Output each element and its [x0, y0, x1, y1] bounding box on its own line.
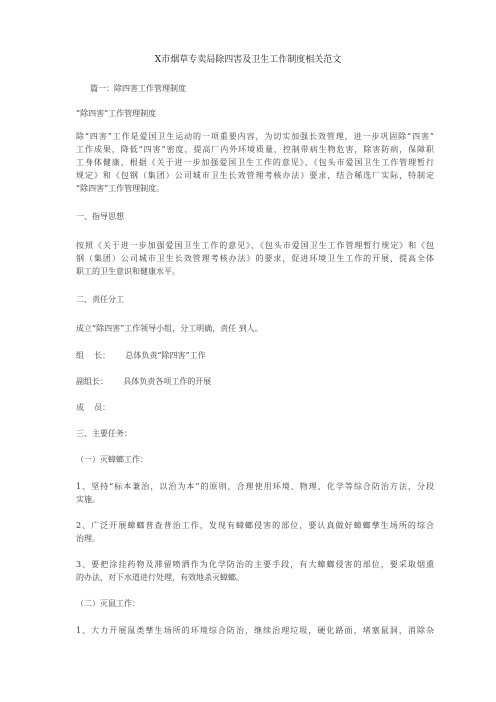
- task-1-heading: （一）灭蟑螂工作：: [76, 455, 148, 464]
- guiding-line: 钢（集团）公司城市卫生长效管理考核办法》的要求，促进环境卫生工作的开展，提高全体: [76, 254, 434, 263]
- task-1-item-1-line: 1、坚持“标本兼治，以治为本”的原则，合理使用环境、物理、化学等综合防治方法，分段: [76, 482, 434, 491]
- leader-line: 组 长： 总体负责“除四害”工作: [76, 351, 206, 360]
- task-1-item-3-line: 的办法，对下水道进行处理，有效地杀灭蟑螂。: [76, 573, 244, 582]
- intro-line: “除四害”工作管理制度。: [76, 184, 165, 193]
- intro-line: 工身体健康，根据《关于进一步加强爱国卫生工作的意见》、《包头市爱国卫生工作管理暂行: [76, 158, 434, 167]
- task-1-item-3-line: 3、要把涂挂药物及滞留喷洒作为化学防治的主要手段，有大蟑螂侵害的部位，要采取烟熏: [76, 560, 434, 569]
- responsibility-text: 成立“除四害”工作领导小组，分工明确，责任 到人。: [76, 324, 263, 333]
- intro-line: 除“四害”工作是爱国卫生运动的一项重要内容，为切实加强长效管理，进一步巩固除“四害”: [76, 132, 434, 141]
- guiding-line: 职工的卫生意识和健康水平。: [76, 267, 180, 276]
- members-line: 成 员：: [76, 403, 111, 412]
- subheading: “除四害”工作管理制度: [76, 109, 157, 118]
- task-1-item-1-line: 实施。: [76, 495, 100, 504]
- heading-guiding-principle: 一、指导思想: [76, 212, 124, 221]
- document-title: X市烟草专卖局除四害及卫生工作制度相关范文: [154, 55, 342, 65]
- intro-line: 工作成果，降低“四害”密度，提高厂内外环境质量，控制带病生物危害，除害防病，保障职: [76, 145, 434, 154]
- heading-responsibility: 二、责任分工: [76, 295, 124, 304]
- task-2-heading: （二）灭鼠工作：: [76, 599, 140, 608]
- deputy-line: 副组长： 具体负责各项工作的开展: [76, 377, 212, 386]
- heading-main-tasks: 三、主要任务：: [76, 429, 132, 438]
- intro-line: 规定》和《包钢（集团）公司城市卫生长效管理考核办法》要求，结合稀选厂实际，特制定: [76, 171, 434, 180]
- task-1-item-2-line: 治理。: [76, 534, 100, 543]
- task-1-item-2-line: 2、广泛开展蟑螂普查普治工作，发现有蟑螂侵害的部位，要认真做好蟑螂孳生场所的综合: [76, 521, 434, 530]
- task-2-item-1-line: 1、大力开展鼠类孳生场所的环境综合防治，继续治理垃圾，硬化路面，堵塞鼠洞，消除杂: [76, 626, 434, 635]
- guiding-line: 按照《关于进一步加强爱国卫生工作的意见》、《包头市爱国卫生工作管理暂行规定》和《包: [76, 241, 434, 250]
- section-heading: 篇一：除四害工作管理制度: [90, 84, 186, 93]
